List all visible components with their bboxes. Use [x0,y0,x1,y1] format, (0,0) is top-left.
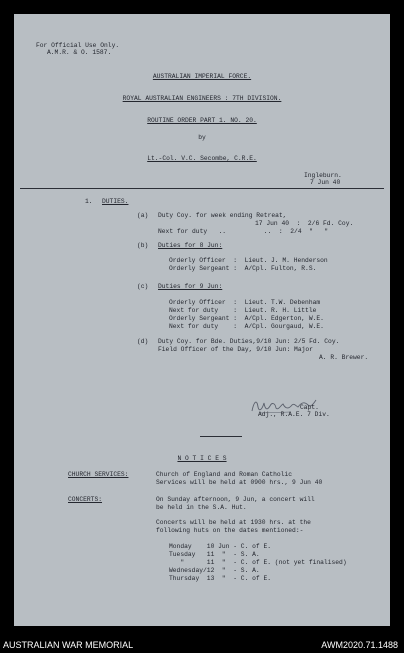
form-number: A.M.R. & O. 1587. [47,49,112,56]
item-c-line4: Next for duty : A/Cpl. Gourgaud, W.E. [169,323,324,330]
item-b-line1: Orderly Officer : Lieut. J. M. Henderson [169,257,328,264]
concerts-line1: On Sunday afternoon, 9 Jun, a concert will [156,496,315,503]
unit-heading: ROYAL AUSTRALIAN ENGINEERS : 7TH DIVISION. [122,95,282,102]
header-rule [20,188,384,189]
archive-name: AUSTRALIAN WAR MEMORIAL [3,640,134,650]
schedule-row: " 11 " - C. of E. (not yet finalised) [169,559,347,566]
item-b-label: (b) [137,242,149,249]
item-c-line3: Orderly Sergeant : A/Cpl. Edgerton, W.E. [169,315,324,322]
force-heading: AUSTRALIAN IMPERIAL FORCE. [152,73,252,80]
signatory-rank: Capt. [300,404,319,411]
concerts-line3: Concerts will be held at 1930 hrs. at the [156,519,311,526]
item-d-line2: Field Officer of the Day, 9/10 Jun: Major [158,346,313,353]
duties-title: DUTIES. [102,198,129,205]
by-line: by [198,134,206,141]
section-number: 1. [85,198,93,205]
item-a-line2: 17 Jun 40 : 2/6 Fd. Coy. [255,220,354,227]
concerts-line4: following huts on the dates mentioned:- [156,527,304,534]
item-c-line1: Orderly Officer : Lieut. T.W. Debenham [169,299,321,306]
official-use-note: For Official Use Only. [36,42,120,49]
item-d-line3: A. R. Brewer. [319,354,369,361]
concerts-line2: be held in the S.A. Hut. [156,504,247,511]
item-d-line1: Duty Coy. for Bde. Duties,9/10 Jun: 2/5 Fd. Coy. [158,338,340,345]
section-divider [200,436,242,437]
item-a-line1: Duty Coy. for week ending Retreat, [158,212,287,219]
archive-reference: AWM2020.71.1488 [321,640,398,650]
schedule-row: Tuesday 11 " - S. A. [169,551,260,558]
item-a-label: (a) [137,212,149,219]
item-c-label: (c) [137,283,149,290]
signatory-appointment: Adj., R.A.E. 7 Div. [258,411,330,418]
item-c-line2: Next for duty : Lieut. R. H. Little [169,307,317,314]
church-services-label: CHURCH SERVICES: [68,471,129,478]
item-c-title: Duties for 9 Jun: [158,283,223,290]
issuing-officer: Lt.-Col. V.C. Secombe, C.R.E. [147,155,257,162]
document-page [14,14,390,626]
item-b-title: Duties for 8 Jun: [158,242,223,249]
item-a-line3: Next for duty .. .. : 2/4 " " [158,228,329,235]
church-line2: Services will be held at 0900 hrs., 9 Jun 40 [156,479,323,486]
schedule-row: Wednesday/12 " - S. A. [169,567,260,574]
item-b-line2: Orderly Sergeant : A/Cpl. Fulton, R.S. [169,265,317,272]
notices-title: N O T I C E S [177,455,227,462]
concerts-label: CONCERTS: [68,496,103,503]
order-date: 7 Jun 40 [310,179,341,186]
schedule-row: Thursday 13 " - C. of E. [169,575,272,582]
order-heading: ROUTINE ORDER PART 1. NO. 20. [147,117,257,124]
archive-footer [0,636,404,653]
church-line1: Church of England and Roman Catholic [156,471,293,478]
place: Ingleburn. [304,172,342,179]
schedule-row: Monday 10 Jun - C. of E. [169,543,272,550]
item-d-label: (d) [137,338,149,345]
